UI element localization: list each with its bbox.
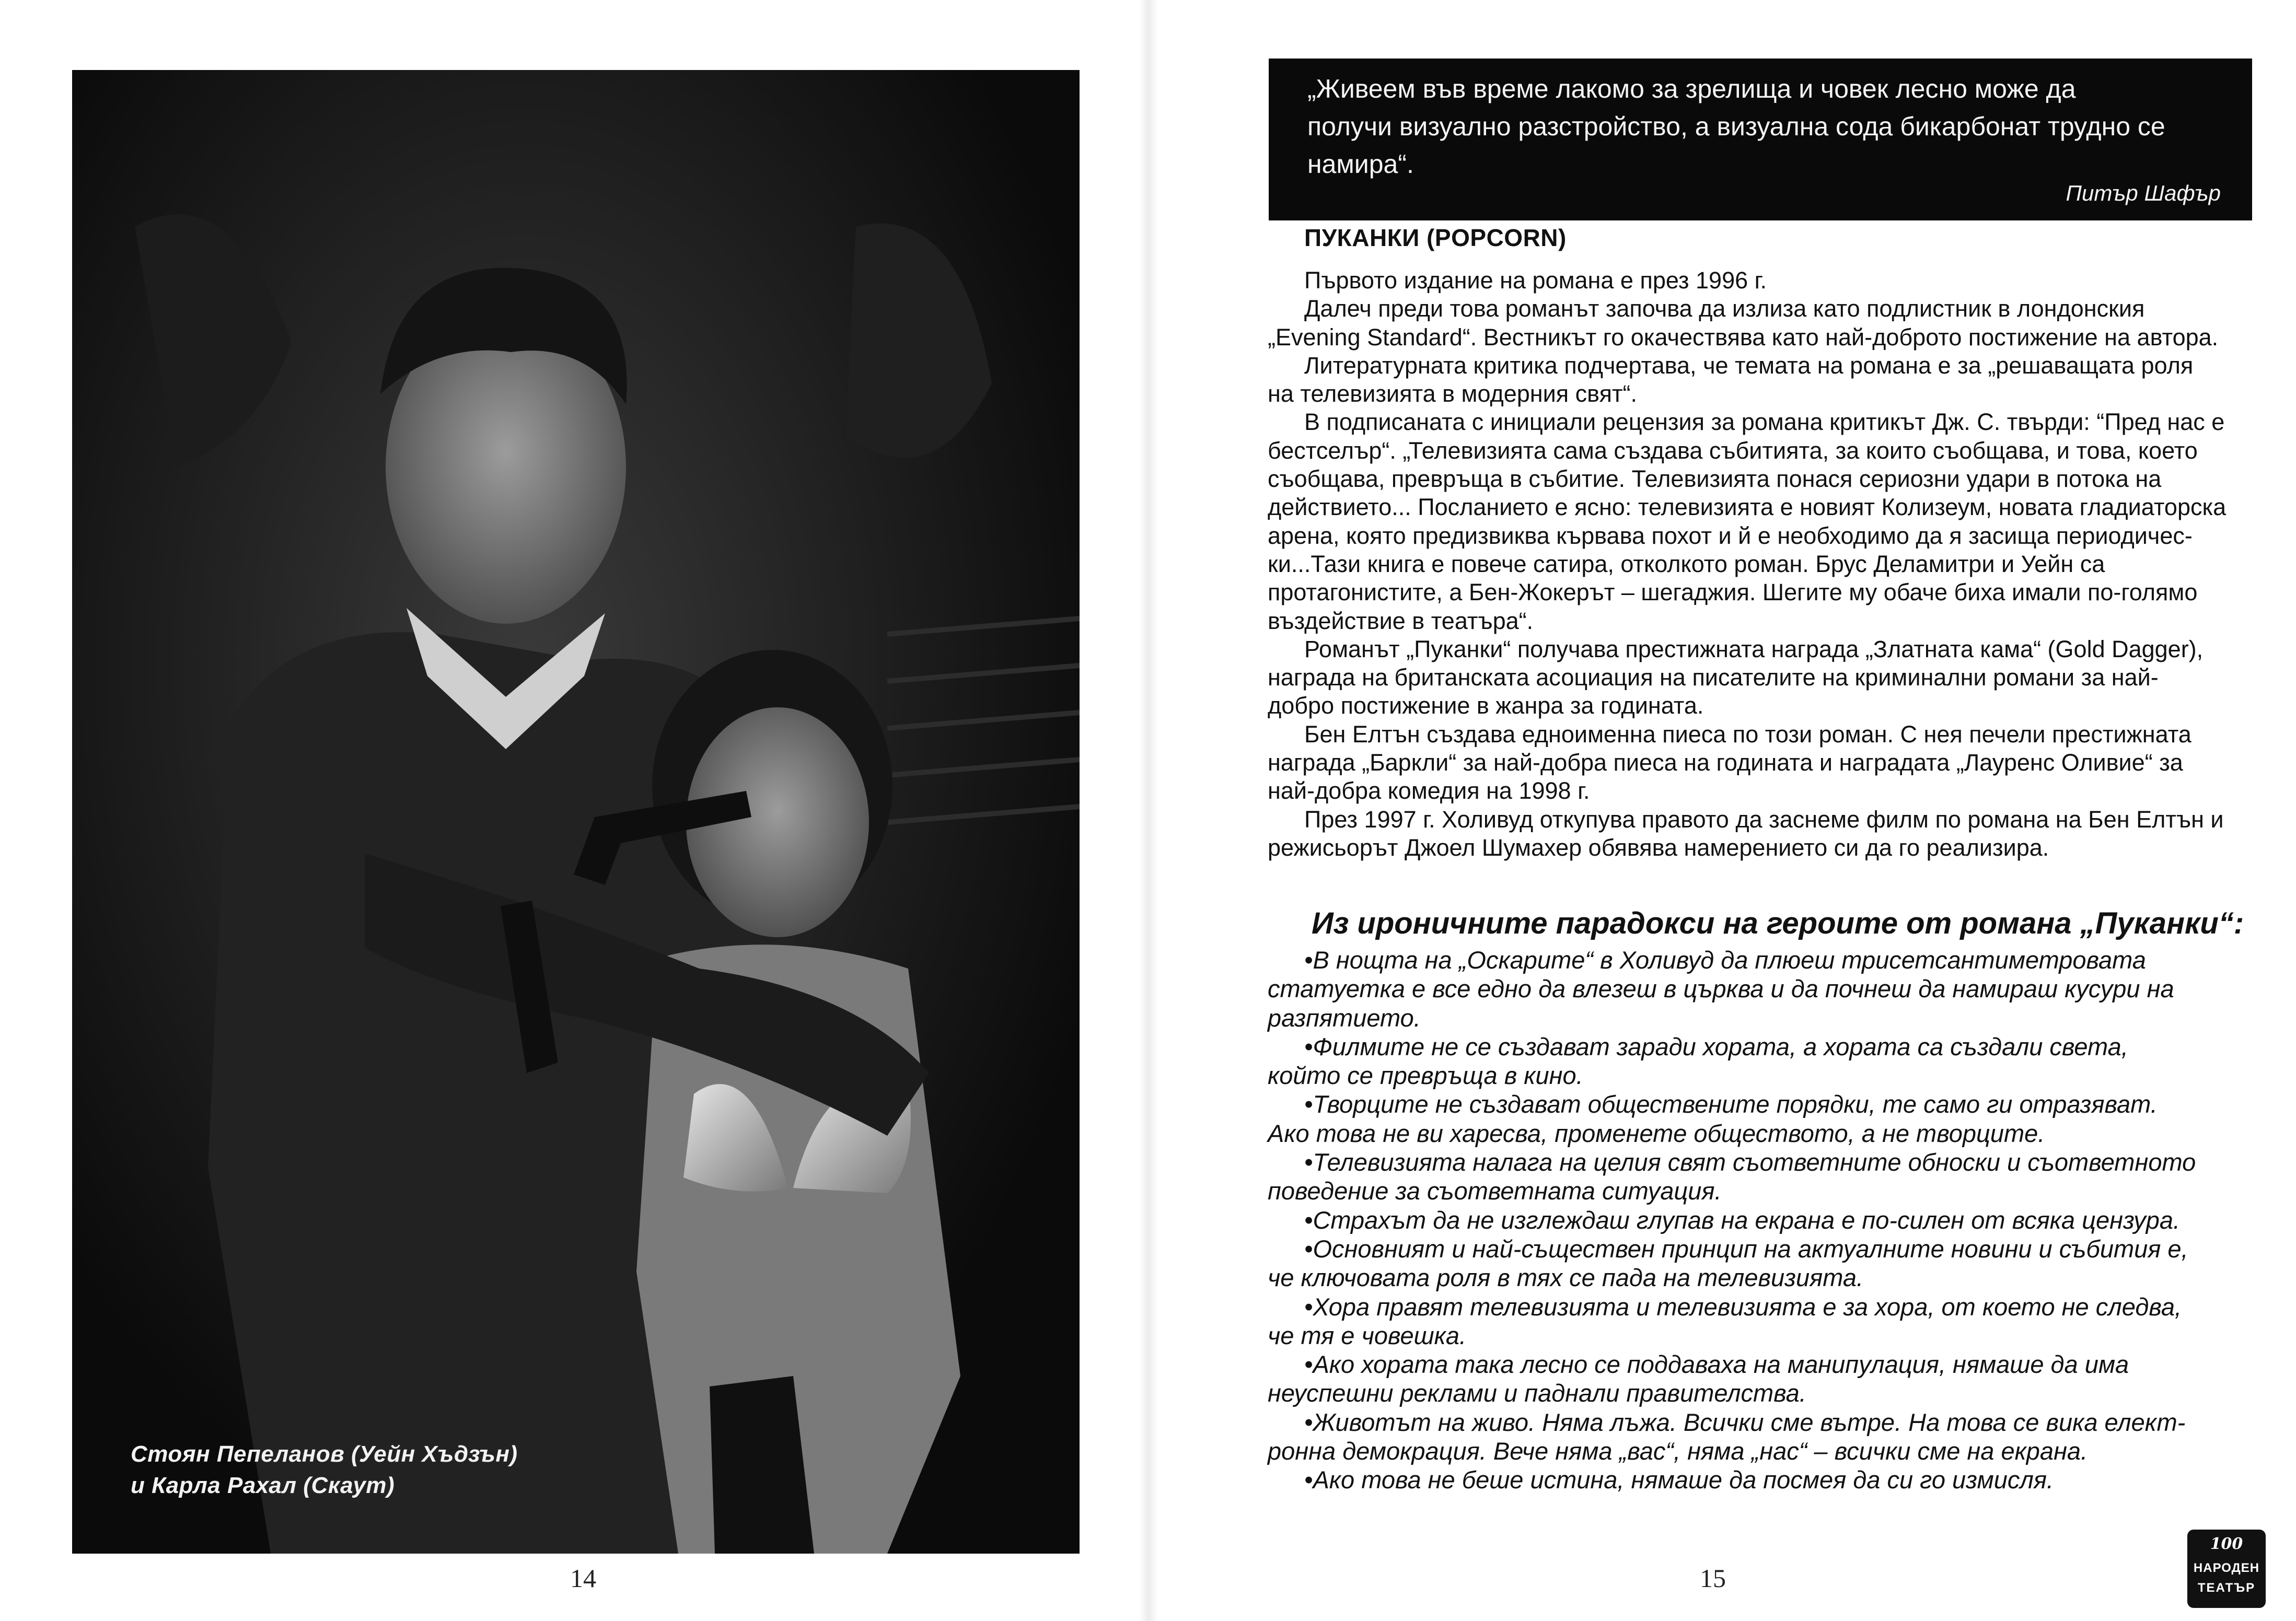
text-line: добро постижение в жанра за годината.: [1268, 692, 1704, 719]
text-line: въздействие в театъра“.: [1268, 607, 1534, 634]
logo-line2: ТЕАТЪР: [2197, 1581, 2256, 1595]
text-line: поведение за съответната ситуация.: [1268, 1177, 1722, 1205]
text-line: бестселър“. „Телевизията сама създава събитията, за които съобщава, и това, което: [1268, 437, 2198, 464]
epigraph-box: [1269, 59, 2252, 220]
text-line: протагонистите, а Бен-Жокерът – шегаджия. Шегите му обаче биха имали по-голямо: [1268, 579, 2198, 606]
text-line: на телевизията в модерния свят“.: [1268, 380, 1638, 407]
article-body: [1268, 266, 2250, 862]
text-line: •Ако това не беше истина, нямаше да посмея да си го измисля.: [1304, 1466, 2054, 1494]
caption-line: и Карла Рахал (Скаут): [131, 1473, 395, 1498]
national-theatre-logo: [2187, 1530, 2266, 1608]
text-line: най-добра комедия на 1998 г.: [1268, 777, 1590, 804]
epigraph-author: Питър Шафър: [2066, 181, 2221, 205]
caption-line: Стоян Пепеланов (Уейн Хъдзън): [131, 1441, 518, 1467]
text-line: че тя е човешка.: [1268, 1321, 1467, 1349]
text-line: •Филмите не се създават заради хората, а хората са създали света,: [1304, 1032, 2128, 1060]
text-line: режисьорът Джоел Шумахер обявява намерението си да го реализира.: [1268, 834, 2049, 861]
stage-photo: [72, 70, 1080, 1554]
text-line: Първото издание на романа е през 1996 г.: [1304, 267, 1767, 294]
text-line: който се превръща в кино.: [1268, 1062, 1583, 1090]
page-number-right: 15: [1700, 1564, 1726, 1593]
text-line: •Творците не създават обществените порядки, те само ги отразяват.: [1304, 1090, 2158, 1118]
text-line: награда на британската асоциация на писателите на криминални романи за най-: [1268, 664, 2159, 691]
text-line: Бен Елтън създава едноименна пиеса по този роман. С нея печели престижната: [1304, 720, 2191, 748]
section-heading: ПУКАНКИ (POPCORN): [1304, 224, 1567, 251]
epigraph-text: [1307, 70, 2227, 183]
text-line: Далеч преди това романът започва да излиза като подлистник в лондонския: [1304, 295, 2145, 322]
text-line: Романът „Пуканки“ получава престижната награда „Златната кама“ (Gold Dagger),: [1304, 635, 2204, 662]
text-line: статуетка е все едно да влезеш в църква и да почнеш да намираш кусури на: [1268, 975, 2174, 1003]
text-line: •Хора правят телевизията и телевизията е за хора, от което не следва,: [1304, 1292, 2182, 1321]
page-gutter: [1139, 0, 1158, 1621]
page-number-left: 14: [570, 1564, 596, 1593]
text-line: •Ако хората така лесно се поддаваха на манипулация, нямаше да има: [1304, 1350, 2129, 1379]
text-line: •В нощта на „Оскарите“ в Холивуд да плюеш трисетсантиметровата: [1304, 946, 2146, 974]
text-line: ки...Тази книга е повече сатира, отколкото роман. Брус Деламитри и Уейн са: [1268, 550, 2105, 577]
text-line: •Страхът да не изглеждаш глупав на екрана е по-силен от всяка цензура.: [1304, 1206, 2181, 1234]
logo-line1: НАРОДЕН: [2193, 1561, 2260, 1575]
text-line: Литературната критика подчертава, че темата на романа е за „решаващата роля: [1304, 352, 2194, 379]
text-line: •Животът на живо. Няма лъжа. Всички сме вътре. На това се вика елект-: [1304, 1408, 2186, 1436]
epigraph-line: намира“.: [1307, 149, 1414, 179]
text-line: съобщава, превръща в събитие. Телевизията понася сериозни удари в потока на: [1268, 465, 2162, 493]
text-line: През 1997 г. Холивуд откупува правото да заснеме филм по романа на Бен Елтън и: [1304, 806, 2224, 833]
text-line: награда „Баркли“ за най-добра пиеса на годината и наградата „Лауренс Оливие“ за: [1268, 749, 2183, 776]
text-line: Ако това не ви харесва, променете обществото, а не творците.: [1268, 1119, 2045, 1147]
text-line: •Основният и най-съществен принцип на актуалните новини и събития е,: [1304, 1234, 2188, 1263]
epigraph-line: „Живеем във време лакомо за зрелища и човек лесно може да: [1307, 74, 2076, 103]
stage-photo-illustration: [72, 70, 1080, 1554]
text-line: че ключовата роля в тях се пада на телевизията.: [1268, 1264, 1864, 1292]
text-line: В подписаната с инициали рецензия за романа критикът Дж. С. твърди: “Пред нас е: [1304, 409, 2225, 436]
photo-caption: [131, 1439, 653, 1501]
paradox-list: [1268, 946, 2250, 1495]
text-line: разпятието.: [1268, 1004, 1421, 1032]
epigraph-line: получи визуално разстройство, а визуална сода бикарбонат трудно се: [1307, 112, 2165, 141]
text-line: действието... Посланието е ясно: телевизията е новият Колизеум, новата гладиаторска: [1268, 494, 2227, 521]
text-line: неуспешни реклами и паднали правителства.: [1268, 1379, 1806, 1407]
text-line: ронна демокрация. Вече няма „вас“, няма „нас“ – всички сме на екрана.: [1268, 1437, 2088, 1465]
logo-script: 100: [2210, 1535, 2243, 1553]
text-line: •Телевизията налага на целия свят съответните обноски и съответното: [1304, 1148, 2196, 1176]
paradox-heading: Из ироничните парадокси на героите от романа „Пуканки“:: [1312, 906, 2244, 940]
text-line: арена, която предизвиква кървава похот и й е необходимо да я засища периодичес-: [1268, 522, 2193, 549]
text-line: „Evening Standard“. Вестникът го окачествява като най-доброто постижение на автора.: [1268, 323, 2219, 351]
